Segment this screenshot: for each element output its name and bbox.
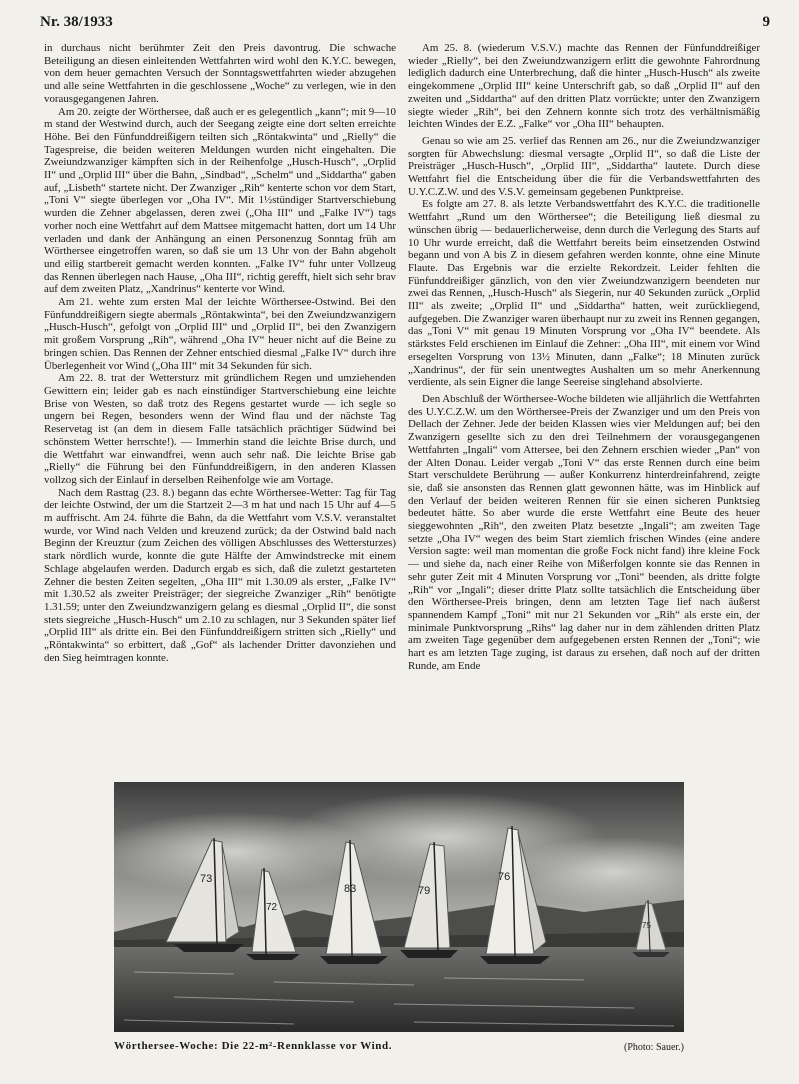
paragraph: in durchaus nicht berühmter Zeit den Preis davontrug. Die schwache Beteiligung an diesen einleitenden Wettfahrten wird wohl den K.Y.C. bewegen, von dem heuer gemachten Versuch der Sonntagswettfahrten wieder abzugehen und alle seine Wettfahrten in die geschlossene „Woche“ zu verlegen, wie in den vorausgegangenen Jahren. (44, 42, 396, 105)
paragraph: Am 20. zeigte der Wörthersee, daß auch er es gelegentlich „kann“; mit 9—10 m stand der Westwind durch, auch der Seegang zeigte eine dort selten erreichte Höhe. Bei den Fünfunddreißigern teilten sich „Röntakwinta“ und „Rielly“ die Tagespreise, die beiden weiteren Meldungen wurden nicht eingehalten. Die Zweiundzwanziger kämpften sich in der Reihenfolge „Husch-Husch“, „Orplid II“ und „Orplid III“ über die Bahn, „Sindbad“, „Schelm“ und „Siddartha“ gaben auf, „Lisbeth“ startete nicht. Der Zwanziger „Rih“ kenterte schon vor dem Start, „Toni V“ siegte überlegen vor „Oha IV“. Mit 1½stündiger Startverschiebung wurden die Zehner abgelassen, deren zwei („Oha III“ und „Falke IV“) tags vorher noch eine Wettfahrt auf dem Mattsee mitgemacht hatten, dort um 14 Uhr verladen und dank der Anhängung an einen Personenzug Sonntag früh am Wörthersee eingetroffen waren, so daß sie um 13 Uhr von der Bahn abgeholt und eilig startbereit gemacht werden konnten. „Falke IV“ fuhr unter Vollzeug das Rennen überlegen nach Hause, „Oha III“, richtig gerefft, hielt sich sehr brav auf dem zweiten Platz, „Xandrinus“ kenterte vor Wind. (44, 105, 396, 296)
sail-number: 73 (200, 873, 213, 885)
sail-number: 79 (418, 885, 431, 897)
right-text-column (408, 42, 760, 762)
paragraph: Es folgte am 27. 8. als letzte Verbandswettfahrt des K.Y.C. die traditionelle Wettfahrt „Rund um den Wörthersee“; die Beteiligung ließ diesmal zu wünschen übrig — bedauerlicherweise, denn durch die Verlegung des Starts auf 10 Uhr wurde erreicht, daß die Wettfahrt bereits beim einsetzenden Ostwind begann und von A bis Z in diesem gefahren werden konnte, ohne eine Minute Flaute. Das Ergebnis war die erzielte Rekordzeit. Leider fehlten die Fünfunddreißiger gänzlich, von den vier Zweiundzwanzigern beendeten nur zwei das Rennen, „Husch-Husch“ als Siegerin, nur 40 Sekunden zurück „Orplid III“ als zweite; „Orplid II“ und „Siddartha“ hatten, weit zurückliegend, aufgegeben. Die Zwanziger waren überhaupt nur zu zweit ins Rennen gegangen, das „Toni V“ mit genau 19 Minuten Vorsprung vor „Oha IV“ beendete. Als stärkstes Feld erschienen im Einlauf die Zehner: „Oha III“, mit einem vor Wind ersegelten Vorsprung von 13½ Minuten, dann „Falke“; 18 Minuten zurück „Xandrinus“, der für sein unentwegtes Aushalten um so mehr Anerkennung verdiente, als sein Eigner die lange Seereise singlehand absolvierte. (408, 198, 760, 389)
paragraph: Genau so wie am 25. verlief das Rennen am 26., nur die Zweiundzwanziger sorgten für Abwechslung: diesmal versagte „Orplid II“, so daß die Liste der Preisträger „Husch-Husch“, „Orplid III“, „Siddartha“ lautete. Durch diese Wettfahrt fiel die Entscheidung über die für die Verbandswettfahrten des U.Y.C.Z.W. und des V.S.V. gemeinsam gegebenen Punktpreise. (408, 134, 760, 198)
sail-number: 83 (344, 883, 357, 895)
page-header (40, 14, 770, 36)
paragraph: Am 22. 8. trat der Wettersturz mit gründlichem Regen und umziehenden Gewittern ein; leider gab es nach einstündiger Startverschiebung eine leichte Brise von Westen, so daß trotz des Regens gestartet wurde — ich segle so ungern bei Regen, besonders wenn der Wind flau und der nächste Tag Reservetag ist (an dem in diesem Falle tatsächlich prächtiger Südwind bei schönstem Wetter herrschte!). — Immerhin stand die leichte Brise durch, und die Wettfahrt war einwandfrei, wenn auch sehr naß. Die leichte Brise gab „Rielly“ die Führung bei den Fünfunddreißigern, in den anderen Klassen vollzog sich der Einlauf in derselben Reihenfolge wie am Vortage. (44, 372, 396, 486)
issue-number: Nr. 38/1933 (40, 14, 113, 30)
sail-number: 76 (498, 871, 511, 883)
paragraph: Den Abschluß der Wörthersee-Woche bildeten wie alljährlich die Wettfahrten des U.Y.C.Z.W. um den Wörthersee-Preis der Zwanziger und um den Preis von Dellach der Zehner. Jede der beiden Klassen wies vier Meldungen auf; bei den Zwanzigern gesellte sich zu den drei Teilnehmern der vorausgegangenen Wettfahrten „Ingali“ vom Attersee, bei den Zehnern erschien wieder „Pan“ von der Alten Donau. Leider vergab „Toni V“ das erste Rennen durch eine beim Start verschuldete Berührung — außer Konkurrenz hinterdreinfahrend, zeigte sie, daß sie ansonsten das Rennen glatt gewonnen hätte, was im Hinblick auf den Verlauf der beiden weiteren Rennen für sie einen sicheren Punktsieg bedeutet hätte. So aber wurde die erste Wettfahrt eine Beute des heuer sieggewohnten „Rih“, den zweiten Platz besetzte „Ingali“; am zweiten Tage setzte „Oha IV“ wegen des beim Start ziemlich frischen Windes (eine andere Version sagte: weil man momentan die große Fock nicht fand) ihre kleine Fock — und siehe da, nach einer Reihe von Mißerfolgen konnte sie das Rennen in sehr guter Zeit mit 4 Minuten Vorsprung vor „Toni“ beenden, als dritte folgte „Rih“ vor „Ingali“; dieser dritte Platz sollte tatsächlich die Entscheidung über den Wörthersee-Preis bringen, denn am letzten Tage lief nach äußerst spannendem Kampf „Toni“ mit nur 21 Sekunden vor „Rih“ als erste ein, der minimale Punktvorsprung „Rihs“ lag daher nur in dem zählenden dritten Platz am zweiten Tage gegenüber dem aufgegebenen ersten Rennen der „Toni“; wie hart es am letzten Tage zuging, ist daraus zu ersehen, daß noch auf der dritten Runde, am Ende (408, 392, 760, 672)
page-number: 9 (762, 14, 770, 30)
paragraph: Nach dem Rasttag (23. 8.) begann das echte Wörthersee-Wetter: Tag für Tag der leichte Ostwind, der um die Startzeit 2—3 m hat und nach 15 Uhr auf 4—5 m auffrischt. Am 24. führte die Bahn, da die Wettfahrt vom V.S.V. veranstaltet wurde, vor Wind nach Velden und kreuzend zurück; da der Ostwind bald nach Beginn der Kreuztur (zum Zeichen des völligen Abschlusses des Wettersturzes) stark nördlich wurde, konnte die gute Hälfte der Amwindstrecke mit einem Schlage abgelaufen werden. Dadurch ergab es sich, daß die zuletzt gestarteten Zehner die besten Zeiten segelten, „Oha III“ mit 1.30.09 als erster, „Falke IV“ mit 1.30.52 als zweiter Preisträger; der siegreiche Zwanziger „Rih“ benötigte 1.31.59; unter den Zweiundzwanzigern gelang es diesmal „Orplid II“, die sonst stets siegreiche „Husch-Husch“ um 2.10 zu schlagen, nur 3 Sekunden später lief „Orplid III“ als dritte ein. Bei den Fünfunddreißigern stritten sich „Rielly“ und „Röntakwinta“ so erbittert, daß „Gof“ als lachender Dritter davonziehen und den Sieg heimtragen konnte. (44, 486, 396, 664)
paragraph: Am 25. 8. (wiederum V.S.V.) machte das Rennen der Fünfunddreißiger wieder „Rielly“, bei den Zweiundzwanzigern erlitt die gewohnte Fahrordnung lediglich dadurch eine Unterbrechung, daß die hinter „Husch-Husch“ als zweite eingekommene „Orplid III“ keine Unterschrift gab, so daß „Orplid II“ auf den zweiten und „Siddartha“ auf den dritten Platz vorrückte; unter den Zwanzigern siegte wieder „Rih“, bei den Zehnern konnte sich trotz des verhältnismäßig leichten Windes der E.Z. „Falke“ vor „Oha III“ behaupten. (408, 42, 760, 131)
photo-credit: (Photo: Sauer.) (624, 1042, 684, 1053)
sail-number: 72 (266, 902, 278, 913)
sail-number: 75 (642, 921, 651, 930)
caption-title: Wörthersee-Woche: Die 22-m²-Rennklasse vor Wind. (114, 1040, 393, 1052)
left-text-column (44, 42, 396, 762)
paragraph: Am 21. wehte zum ersten Mal der leichte Wörthersee-Ostwind. Bei den Fünfunddreißigern siegte abermals „Röntakwinta“, bei den Zweiundzwanzigern „Husch-Husch“, gefolgt von „Orplid III“ und „Orplid II“, bei den Zwanzigern mit großem Vorsprung „Rih“, während „Oha IV“ heuer nicht auf die Beine zu bringen schien. Das Rennen der Zehner entschied diesmal „Falke IV“ durch ihre Überlegenheit vor Wind („Oha III“ mit 34 Sekunden für sich. (44, 296, 396, 372)
photo-caption (114, 1040, 684, 1056)
sailing-photo (114, 782, 684, 1032)
